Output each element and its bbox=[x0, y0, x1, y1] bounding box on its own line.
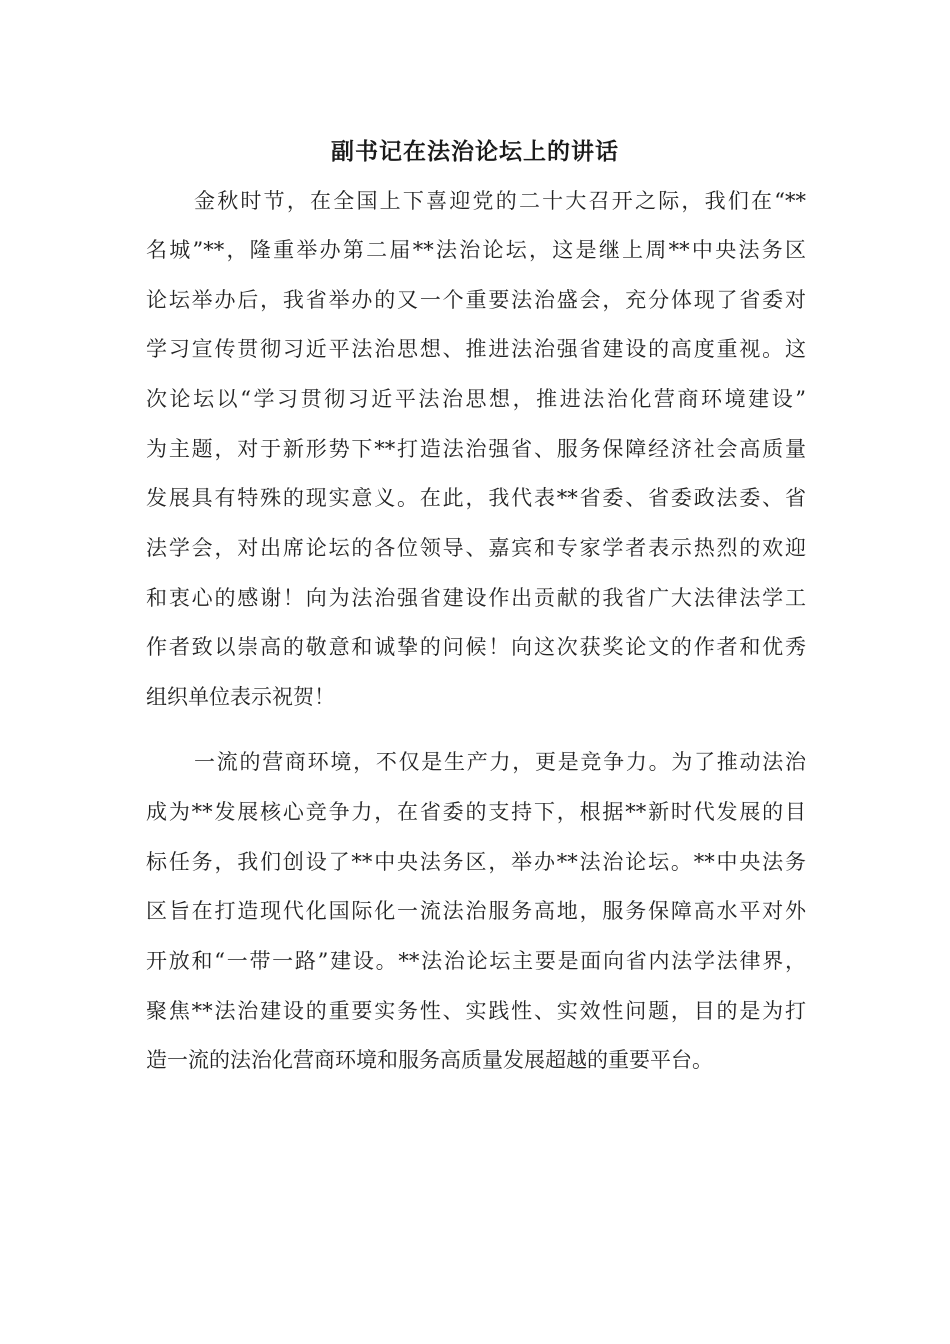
paragraph-1-line-3: 论坛举办后，我省举办的又一个重要法治盛会，充分体现了省委对 bbox=[146, 288, 806, 312]
paragraph-2-line-7: 造一流的法治化营商环境和服务高质量发展超越的重要平台。 bbox=[146, 1048, 713, 1072]
paragraph-1-line-9: 和衷心的感谢！向为法治强省建设作出贡献的我省广大法律法学工 bbox=[146, 586, 806, 610]
paragraph-1-line-8: 法学会，对出席论坛的各位领导、嘉宾和专家学者表示热烈的欢迎 bbox=[146, 536, 806, 560]
paragraph-1-line-2: 名城”**，隆重举办第二届**法治论坛，这是继上周**中央法务区 bbox=[146, 238, 806, 262]
document-title: 副书记在法治论坛上的讲话 bbox=[331, 139, 619, 165]
paragraph-1-line-4: 学习宣传贯彻习近平法治思想、推进法治强省建设的高度重视。这 bbox=[146, 337, 806, 361]
paragraph-2-line-6: 聚焦**法治建设的重要实务性、实践性、实效性问题，目的是为打 bbox=[146, 999, 806, 1023]
paragraph-2-line-3: 标任务，我们创设了**中央法务区，举办**法治论坛。**中央法务 bbox=[146, 850, 806, 874]
paragraph-1-line-10: 作者致以崇高的敬意和诚挚的问候！向这次获奖论文的作者和优秀 bbox=[146, 635, 806, 659]
paragraph-1-line-11: 组织单位表示祝贺！ bbox=[146, 685, 335, 709]
paragraph-1-line-6: 为主题，对于新形势下**打造法治强省、服务保障经济社会高质量 bbox=[146, 437, 806, 461]
paragraph-1-line-1: 金秋时节，在全国上下喜迎党的二十大召开之际，我们在“** bbox=[194, 189, 806, 213]
paragraph-1-line-7: 发展具有特殊的现实意义。在此，我代表**省委、省委政法委、省 bbox=[146, 486, 806, 510]
paragraph-2-line-1: 一流的营商环境，不仅是生产力，更是竞争力。为了推动法治 bbox=[194, 750, 806, 774]
paragraph-2-line-5: 开放和“一带一路”建设。**法治论坛主要是面向省内法学法律界， bbox=[146, 949, 806, 973]
paragraph-2-line-2: 成为**发展核心竞争力，在省委的支持下，根据**新时代发展的目 bbox=[146, 800, 806, 824]
paragraph-1-line-5: 次论坛以“学习贯彻习近平法治思想，推进法治化营商环境建设” bbox=[146, 387, 806, 411]
paragraph-2-line-4: 区旨在打造现代化国际化一流法治服务高地，服务保障高水平对外 bbox=[146, 899, 806, 923]
